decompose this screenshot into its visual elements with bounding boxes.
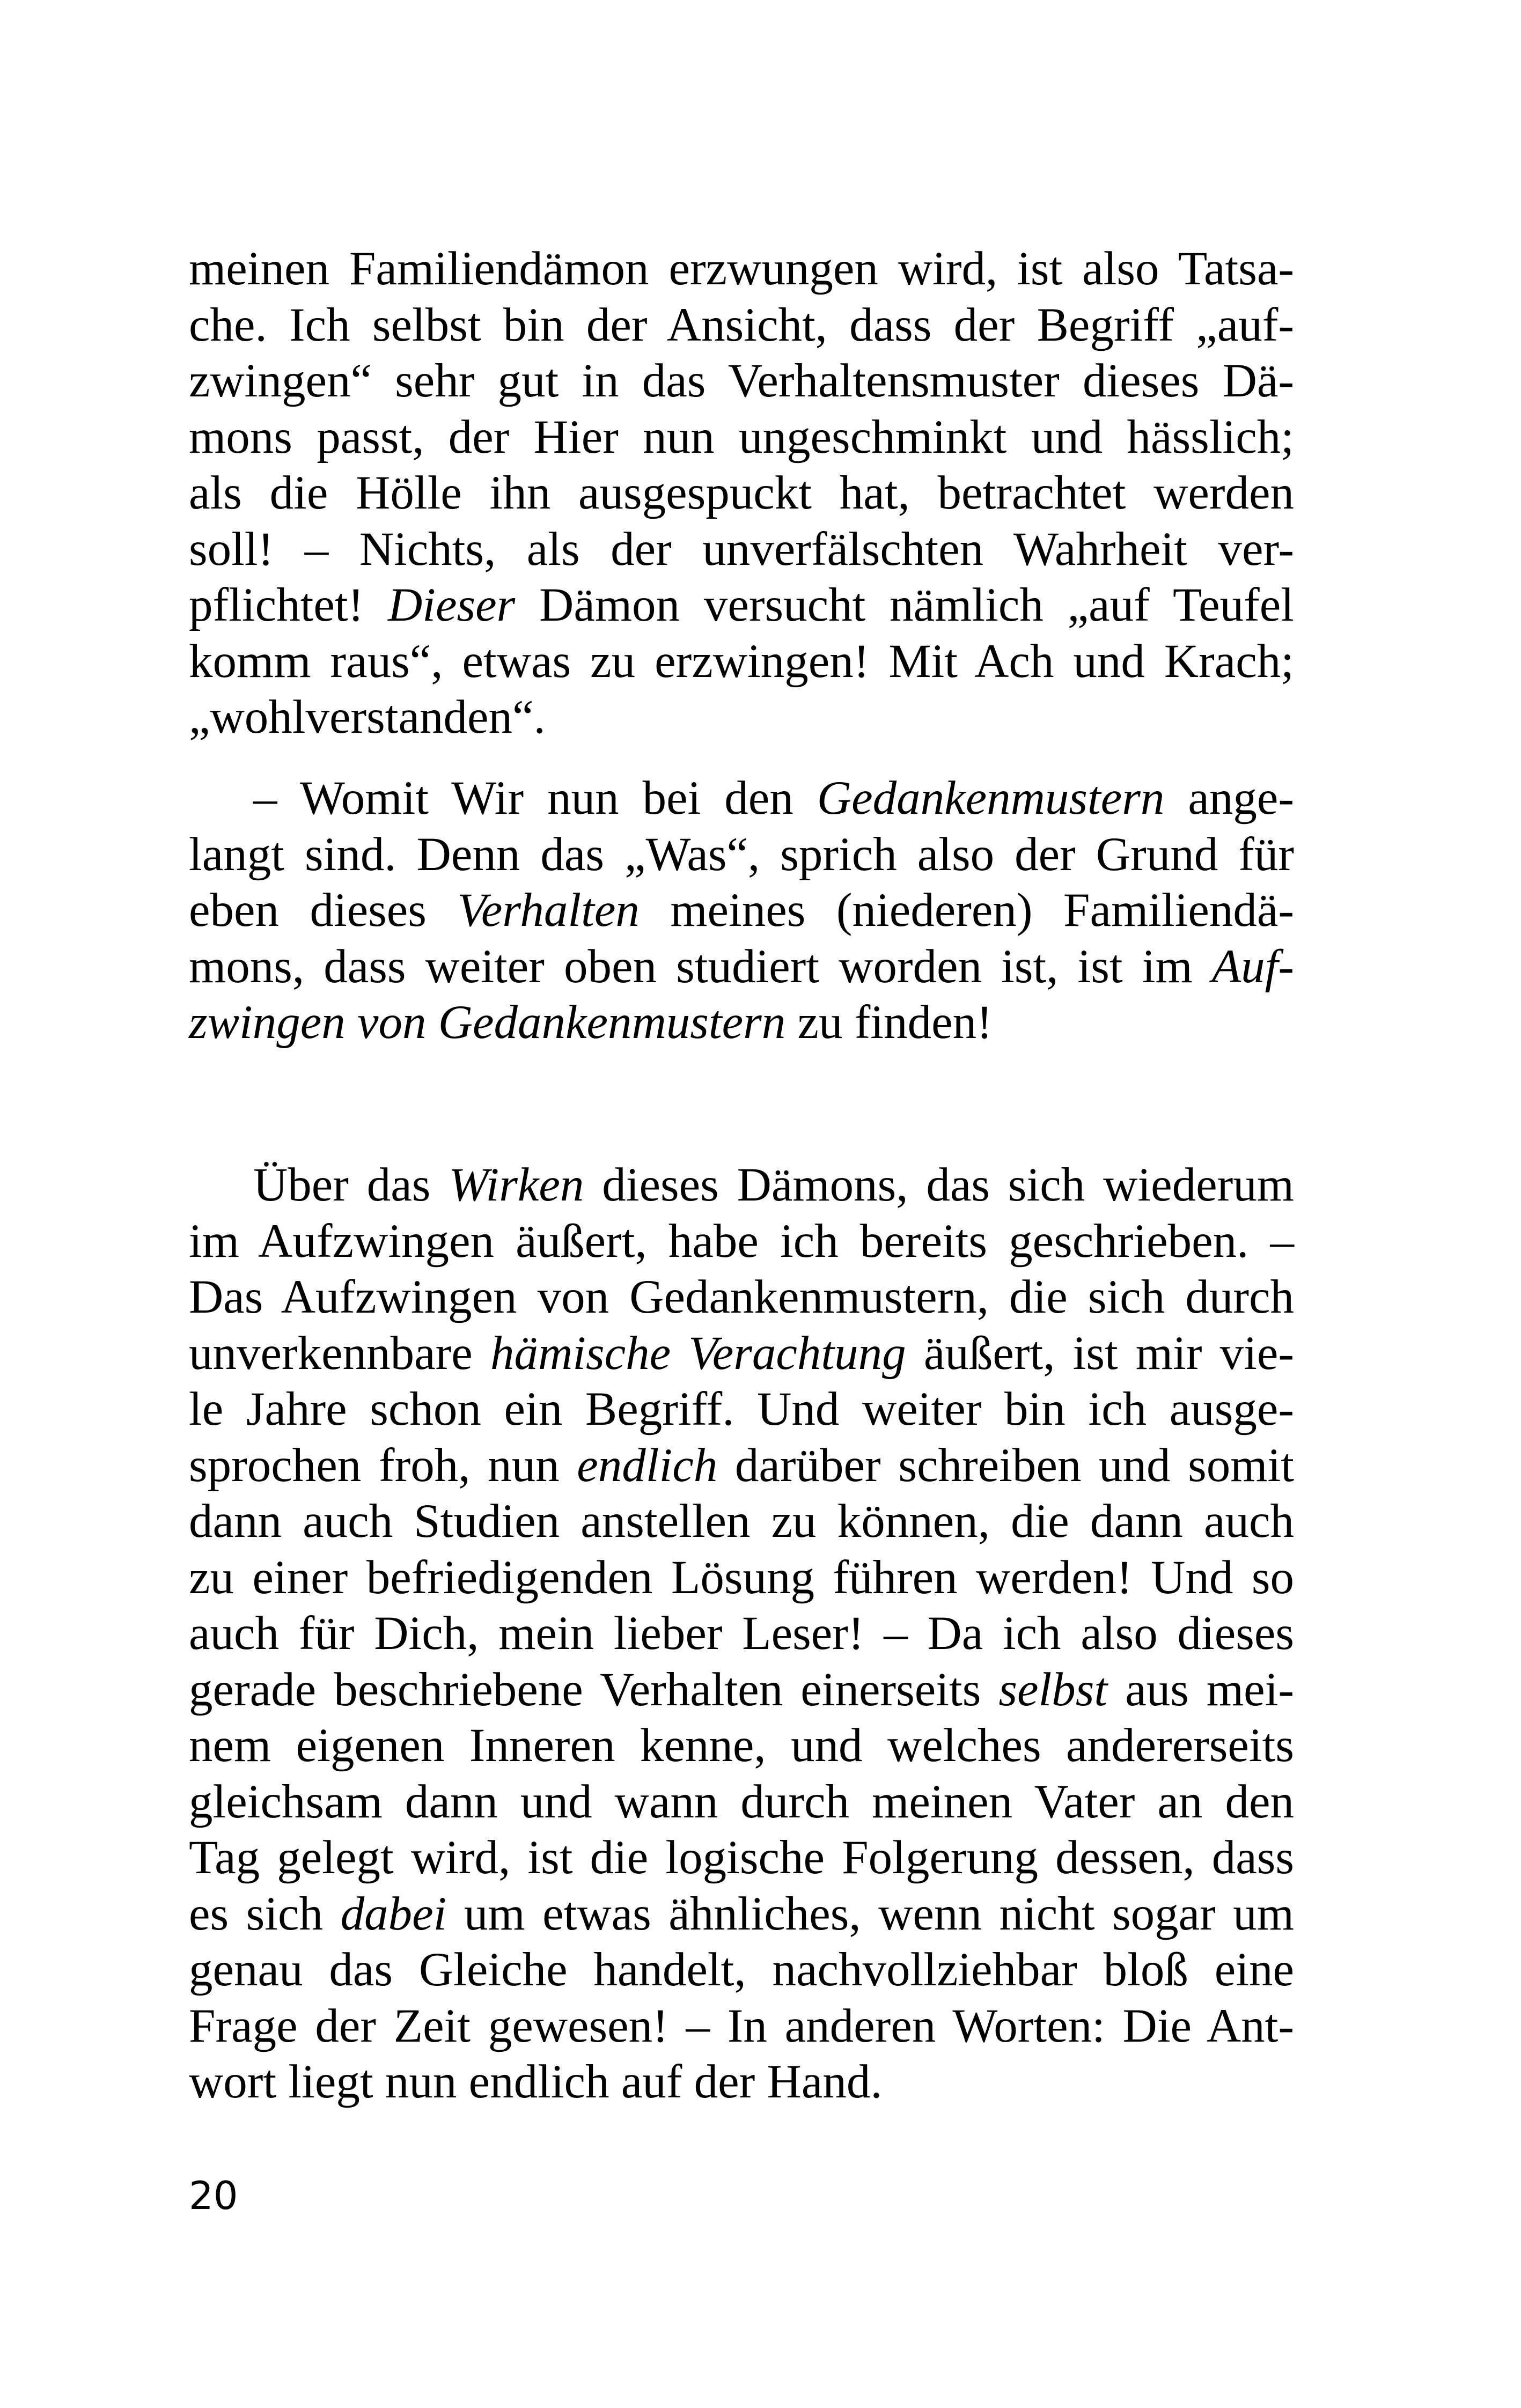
- text-line: [189, 521, 1294, 578]
- italic-text-segment: endlich: [577, 1439, 718, 1492]
- text-segment: es sich: [189, 1887, 341, 1940]
- text-segment: Das Aufzwingen von Gedankenmustern, die sich durch: [189, 1271, 1294, 1323]
- text-segment: auch für Dich, mein lieber Leser! – Da ich also dieses: [189, 1607, 1294, 1660]
- text-segment: nem eigenen Inneren kenne, und welches andererseits: [189, 1719, 1294, 1772]
- text-line: [189, 577, 1294, 634]
- text-line: [189, 297, 1294, 354]
- text-segment: langt sind. Denn das „Was“, sprich also der Grund für: [189, 828, 1294, 881]
- text-line: [189, 1718, 1294, 1774]
- text-line: [189, 409, 1294, 466]
- italic-text-segment: selbst: [998, 1663, 1108, 1716]
- italic-text-segment: Gedankenmustern: [817, 772, 1165, 824]
- text-segment: Über das: [253, 1159, 449, 1211]
- italic-text-segment: Dieser: [387, 579, 516, 631]
- text-line: [189, 353, 1294, 409]
- text-line: [189, 939, 1294, 995]
- text-segment: komm raus“, etwas zu erzwingen! Mit Ach und Krach;: [189, 635, 1294, 688]
- italic-text-segment: Auf-: [1211, 940, 1294, 993]
- text-segment: Dämon versucht nämlich „auf Teufel: [515, 579, 1294, 631]
- text-segment: dann auch Studien anstellen zu können, die dann auch: [189, 1495, 1294, 1548]
- text-segment: soll! – Nichts, als der unverfälschten Wahrheit ver-: [189, 522, 1294, 576]
- text-segment: che. Ich selbst bin der Ansicht, dass der Begriff „auf-: [189, 298, 1294, 351]
- page-number: 20: [189, 2173, 238, 2218]
- text-line: [189, 634, 1294, 690]
- italic-text-segment: dabei: [340, 1887, 447, 1940]
- text-line: [189, 1213, 1294, 1270]
- text-line: [189, 995, 1294, 1051]
- text-line: [189, 882, 1294, 939]
- text-segment: darüber schreiben und somit: [717, 1439, 1294, 1492]
- text-segment: zwingen“ sehr gut in das Verhaltensmuster dieses Dä-: [189, 355, 1294, 407]
- text-line: [189, 1493, 1294, 1550]
- text-segment: ange-: [1164, 772, 1294, 824]
- text-segment: genau das Gleiche handelt, nachvollziehbar bloß eine: [189, 1943, 1294, 1996]
- text-line: [189, 465, 1294, 521]
- text-line: [189, 1438, 1294, 1494]
- text-segment: äußert, ist mir vie-: [906, 1327, 1295, 1380]
- text-segment: um etwas ähnliches, wenn nicht sogar um: [446, 1887, 1294, 1940]
- text-segment: dieses Dämons, das sich wiederum: [584, 1159, 1294, 1211]
- paragraph-1: [189, 241, 1294, 746]
- text-segment: im Aufzwingen äußert, habe ich bereits geschrieben. –: [189, 1214, 1294, 1268]
- italic-text-segment: Verhalten: [457, 884, 640, 937]
- text-line: [189, 1157, 1294, 1213]
- text-line: [189, 2054, 1294, 2110]
- text-segment: Frage der Zeit gewesen! – In anderen Worten: Die Ant-: [189, 1999, 1294, 2052]
- text-segment: le Jahre schon ein Begriff. Und weiter bin ich ausge-: [189, 1383, 1294, 1435]
- text-line: [189, 1942, 1294, 1998]
- italic-text-segment: Wirken: [449, 1159, 584, 1211]
- text-segment: unverkennbare: [189, 1327, 490, 1380]
- text-line: [189, 1662, 1294, 1718]
- text-segment: mons, dass weiter oben studiert worden ist, ist im: [189, 940, 1212, 993]
- text-segment: zu finden!: [785, 996, 993, 1049]
- paragraph-2: [189, 770, 1294, 1051]
- text-line: [189, 827, 1294, 883]
- text-segment: pflichtet!: [189, 579, 388, 631]
- text-line: [189, 241, 1294, 297]
- text-segment: mons passt, der Hier nun ungeschminkt und hässlich;: [189, 410, 1294, 463]
- text-segment: aus mei-: [1107, 1663, 1294, 1716]
- text-line: [189, 1886, 1294, 1942]
- text-line: [189, 1269, 1294, 1325]
- text-segment: meines (niederen) Familiendä-: [639, 884, 1294, 937]
- text-segment: zu einer befriedigenden Lösung führen werden! Und so: [189, 1551, 1294, 1604]
- text-segment: als die Hölle ihn ausgespuckt hat, betrachtet werden: [189, 467, 1294, 519]
- text-line: [189, 689, 1294, 746]
- text-line: [189, 770, 1294, 827]
- text-line: [189, 1381, 1294, 1438]
- text-line: [189, 1325, 1294, 1382]
- text-segment: meinen Familiendämon erzwungen wird, ist also Tatsa-: [189, 242, 1294, 295]
- text-segment: gerade beschriebene Verhalten einerseits: [189, 1663, 999, 1716]
- text-segment: – Womit Wir nun bei den: [253, 772, 817, 824]
- text-line: [189, 1606, 1294, 1662]
- text-segment: Tag gelegt wird, ist die logische Folgerung dessen, dass: [189, 1831, 1294, 1884]
- text-segment: „wohlverstanden“.: [189, 691, 546, 743]
- text-line: [189, 1830, 1294, 1886]
- text-line: [189, 1550, 1294, 1606]
- paragraph-3: [189, 1157, 1294, 2110]
- text-segment: gleichsam dann und wann durch meinen Vater an den: [189, 1775, 1294, 1828]
- text-segment: wort liegt nun endlich auf der Hand.: [189, 2056, 883, 2108]
- italic-text-segment: zwingen von Gedankenmustern: [189, 996, 786, 1049]
- text-line: [189, 1998, 1294, 2054]
- text-segment: eben dieses: [189, 884, 458, 937]
- italic-text-segment: hämische Verachtung: [490, 1327, 906, 1380]
- text-line: [189, 1774, 1294, 1830]
- text-segment: sprochen froh, nun: [189, 1439, 577, 1492]
